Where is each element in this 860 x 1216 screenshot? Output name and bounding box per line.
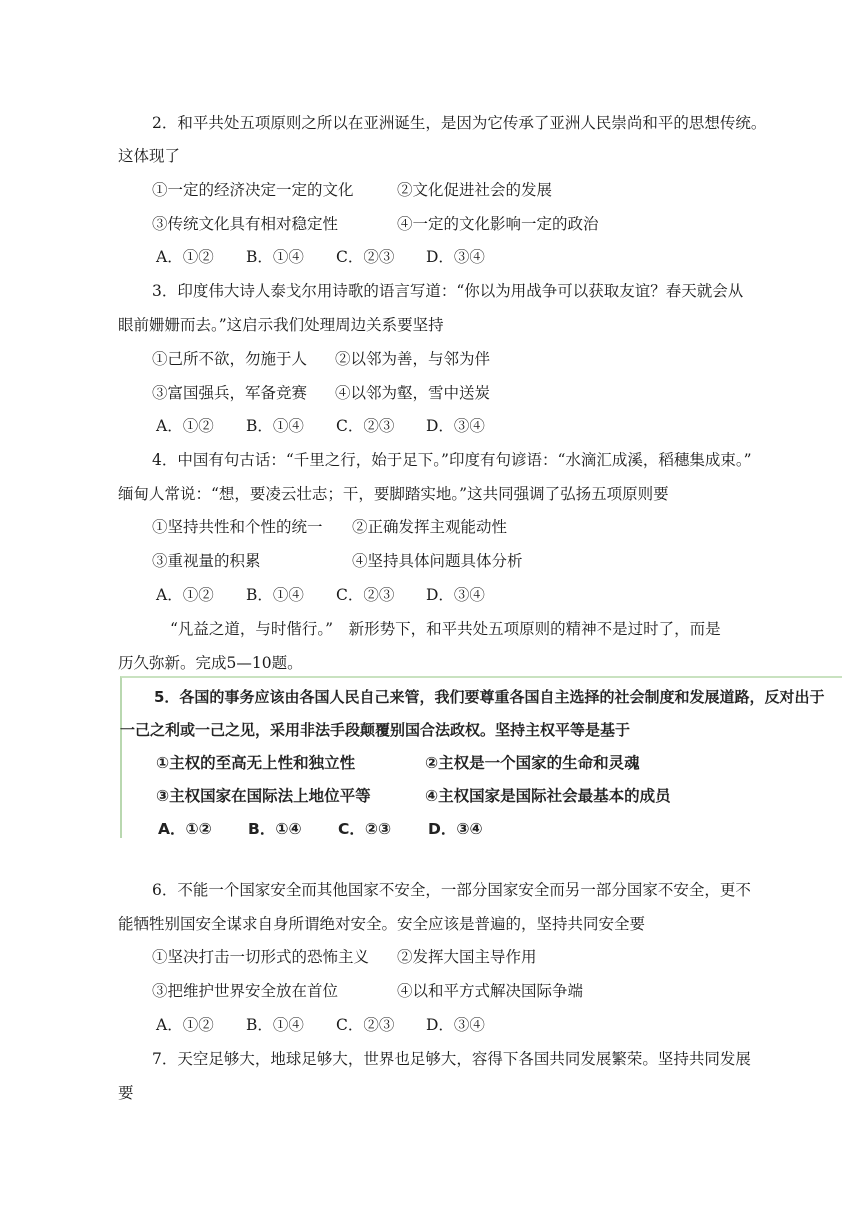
q4-answer-d: D．③④: [426, 586, 485, 604]
q4-option-1: ①坚持共性和个性的统一: [152, 518, 323, 536]
q5-stem-line2: 一己之利或一己之见，采用非法手段颠覆别国合法政权。坚持主权平等是基于: [120, 721, 631, 739]
q5-answer-a: A．①②: [158, 820, 212, 838]
intro-line2: 历久弥新。完成5—10题。: [118, 654, 303, 672]
q4-stem-line2: 缅甸人常说：“想，要凌云壮志；干，要脚踏实地。”这共同强调了弘扬五项原则要: [118, 485, 669, 503]
q4-answer-c: C．②③: [336, 586, 395, 604]
q6-answer-a: A．①②: [156, 1016, 214, 1034]
q4-answers: [156, 585, 516, 605]
q5-option-1: ①主权的至高无上性和独立性: [156, 754, 356, 772]
q3-stem-line1: 3．印度伟大诗人泰戈尔用诗歌的语言写道：“你以为用战争可以获取友谊？春天就会从: [152, 282, 744, 300]
q3-option-2: ②以邻为善，与邻为伴: [335, 350, 491, 368]
q3-answer-c: C．②③: [336, 417, 395, 435]
q3-answer-a: A．①②: [156, 417, 214, 435]
intro-line1: “凡益之道，与时偕行。” 新形势下，和平共处五项原则的精神不是过时了，而是: [170, 620, 721, 638]
q2-answer-c: C．②③: [336, 248, 395, 266]
q6-option-4: ④以和平方式解决国际争端: [397, 982, 584, 1000]
q3-option-4: ④以邻为壑，雪中送炭: [335, 384, 491, 402]
q2-answer-d: D．③④: [426, 248, 485, 266]
q5-answer-c: C．②③: [338, 820, 392, 838]
q4-option-2: ②正确发挥主观能动性: [352, 518, 508, 536]
q2-stem-line2: 这体现了: [118, 147, 181, 165]
q5-option-3: ③主权国家在国际法上地位平等: [156, 787, 371, 805]
q3-answer-b: B．①④: [246, 417, 304, 435]
q4-option-4: ④坚持具体问题具体分析: [352, 552, 523, 570]
q6-option-3: ③把维护世界安全放在首位: [152, 982, 339, 1000]
q6-answer-b: B．①④: [246, 1016, 304, 1034]
q4-option-3: ③重视量的积累: [152, 552, 261, 570]
q2-answer-a: A．①②: [156, 248, 214, 266]
q2-answer-b: B．①④: [246, 248, 304, 266]
q5-scanned-block: [120, 676, 842, 838]
q2-option-1: ①一定的经济决定一定的文化: [152, 181, 354, 199]
q3-answer-d: D．③④: [426, 417, 485, 435]
q3-option-1: ①己所不欲，勿施于人: [152, 350, 308, 368]
q5-answer-b: B．①④: [248, 820, 302, 838]
q7-stem-line1: 7．天空足够大，地球足够大，世界也足够大，容得下各国共同发展繁荣。坚持共同发展: [152, 1050, 751, 1068]
q6-stem-line1: 6．不能一个国家安全而其他国家不安全，一部分国家安全而另一部分国家不安全，更不: [152, 881, 751, 899]
q3-option-3: ③富国强兵，军备竞赛: [152, 384, 308, 402]
q5-option-4: ④主权国家是国际社会最基本的成员: [425, 787, 671, 805]
q2-answers: [156, 247, 516, 267]
q6-answer-d: D．③④: [426, 1016, 485, 1034]
q4-stem-line1: 4．中国有句古话：“千里之行，始于足下。”印度有句谚语：“水滴汇成溪，稻穗集成束。”: [152, 451, 752, 469]
q2-option-4: ④一定的文化影响一定的政治: [397, 215, 599, 233]
q4-answer-a: A．①②: [156, 586, 214, 604]
q3-stem-line2: 眼前姗姗而去。”这启示我们处理周边关系要坚持: [118, 316, 444, 334]
q2-stem-line1: 2．和平共处五项原则之所以在亚洲诞生，是因为它传承了亚洲人民崇尚和平的思想传统。: [152, 114, 767, 132]
q7-stem-line2: 要: [118, 1084, 134, 1102]
q6-answer-c: C．②③: [336, 1016, 395, 1034]
q5-stem-line1: 5．各国的事务应该由各国人民自己来管，我们要尊重各国自主选择的社会制度和发展道路，反对出于: [154, 688, 825, 706]
q6-answers: [156, 1015, 516, 1035]
q5-answer-d: D．③④: [428, 820, 483, 838]
q6-option-2: ②发挥大国主导作用: [397, 948, 537, 966]
q5-option-2: ②主权是一个国家的生命和灵魂: [425, 754, 640, 772]
q4-answer-b: B．①④: [246, 586, 304, 604]
q2-option-3: ③传统文化具有相对稳定性: [152, 215, 339, 233]
q5-answers: [158, 819, 518, 839]
q6-stem-line2: 能牺牲别国安全谋求自身所谓绝对安全。安全应该是普遍的，坚持共同安全要: [118, 915, 646, 933]
q2-option-2: ②文化促进社会的发展: [397, 181, 553, 199]
q3-answers: [156, 416, 516, 436]
q6-option-1: ①坚决打击一切形式的恐怖主义: [152, 948, 370, 966]
